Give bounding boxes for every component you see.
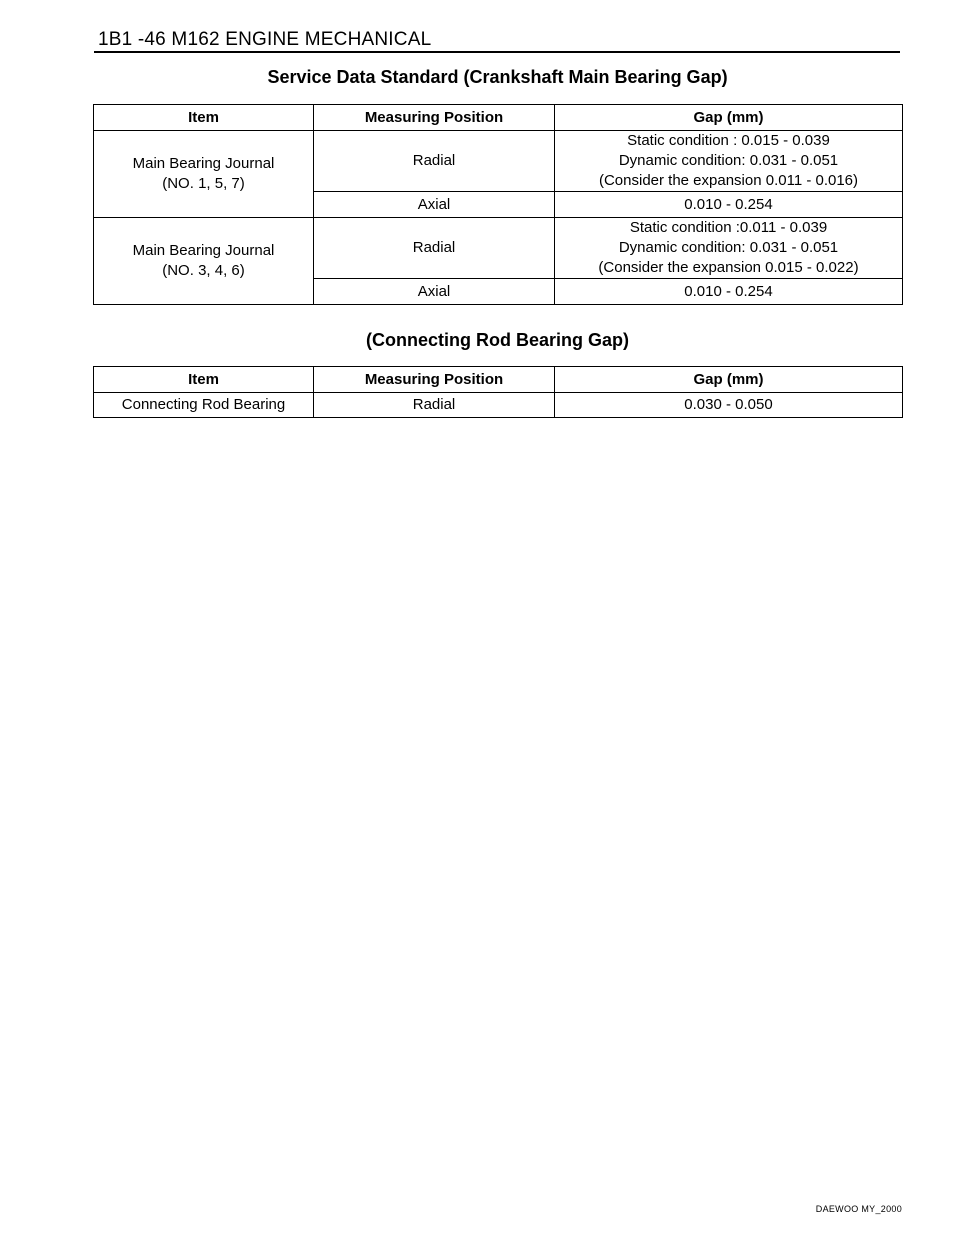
expansion-note: (Consider the expansion 0.015 - 0.022) xyxy=(598,259,859,276)
position-cell: Radial xyxy=(314,218,555,279)
table-row xyxy=(94,218,903,279)
item-name: Main Bearing Journal xyxy=(132,242,275,259)
table-header-row xyxy=(94,105,903,131)
dynamic-gap: Dynamic condition: 0.031 - 0.051 xyxy=(618,239,839,256)
gap-cell: 0.010 - 0.254 xyxy=(555,279,903,305)
connecting-rod-gap-table xyxy=(93,366,903,418)
rod-bearing-table-title: (Connecting Rod Bearing Gap) xyxy=(366,330,629,350)
item-cell xyxy=(94,218,314,305)
column-header-gap: Gap (mm) xyxy=(555,367,903,393)
column-header-item: Item xyxy=(94,105,314,131)
item-journal-numbers: (NO. 1, 5, 7) xyxy=(162,175,245,192)
static-gap: Static condition :0.011 - 0.039 xyxy=(629,219,828,236)
column-header-item: Item xyxy=(94,367,314,393)
gap-cell xyxy=(555,218,903,279)
table-row xyxy=(94,131,903,192)
expansion-note: (Consider the expansion 0.011 - 0.016) xyxy=(598,172,859,189)
position-cell: Axial xyxy=(314,279,555,305)
item-journal-numbers: (NO. 3, 4, 6) xyxy=(162,262,245,279)
page-header: 1B1 -46 M162 ENGINE MECHANICAL xyxy=(98,29,432,50)
gap-cell: 0.010 - 0.254 xyxy=(555,192,903,218)
item-cell: Connecting Rod Bearing xyxy=(94,393,314,418)
column-header-gap: Gap (mm) xyxy=(555,105,903,131)
item-name: Main Bearing Journal xyxy=(132,155,275,172)
main-bearing-table-title: Service Data Standard (Crankshaft Main Bearing Gap) xyxy=(267,67,728,87)
table-row xyxy=(94,393,903,418)
dynamic-gap: Dynamic condition: 0.031 - 0.051 xyxy=(618,152,839,169)
position-cell: Radial xyxy=(314,131,555,192)
position-cell: Axial xyxy=(314,192,555,218)
header-rule xyxy=(94,51,900,53)
table-header-row xyxy=(94,367,903,393)
item-cell xyxy=(94,131,314,218)
static-gap: Static condition : 0.015 - 0.039 xyxy=(627,132,830,149)
position-cell: Radial xyxy=(314,393,555,418)
gap-cell xyxy=(555,131,903,192)
column-header-position: Measuring Position xyxy=(314,105,555,131)
footer-code: DAEWOO MY_2000 xyxy=(815,1204,902,1214)
main-bearing-gap-table xyxy=(93,104,903,305)
column-header-position: Measuring Position xyxy=(314,367,555,393)
gap-cell: 0.030 - 0.050 xyxy=(555,393,903,418)
